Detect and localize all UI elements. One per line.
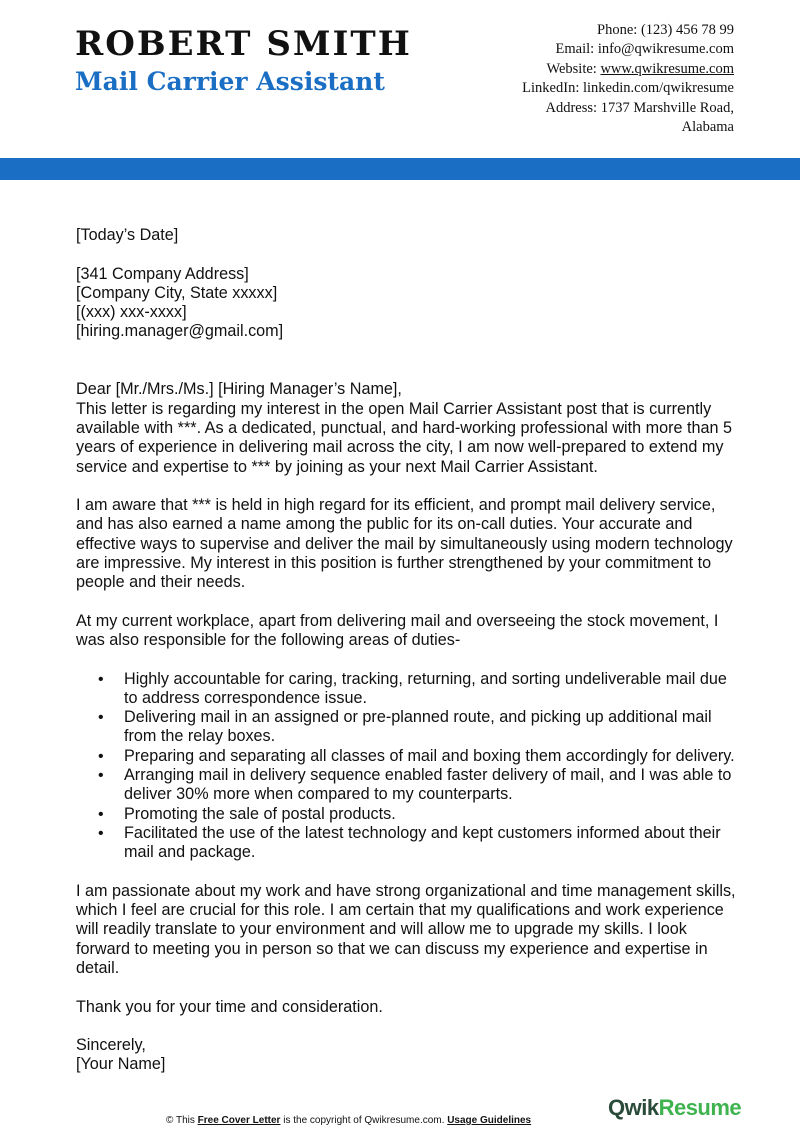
footer <box>0 1117 800 1131</box>
recipient-line: [Company City, State xxxxx] <box>76 283 278 302</box>
recipient-line: [341 Company Address] <box>76 264 249 283</box>
website-link[interactable]: www.qwikresume.com <box>600 60 734 77</box>
free-cover-letter-link[interactable]: Free Cover Letter <box>197 1115 281 1126</box>
recipient-line: [hiring.manager@gmail.com] <box>76 322 284 341</box>
bullet-icon: • <box>98 824 104 842</box>
qwikresume-logo[interactable]: QwikResume <box>608 1095 742 1120</box>
candidate-name: ROBERT SMITH <box>75 24 412 64</box>
paragraph-2: I am aware that *** is held in high regard for its efficient, and prompt mail delivery service, and has also earned a name among the public for its on-call duties. Your accurate and effective ways to supervise and deliver the mail by simultaneously using modern technology are impressive. My interest in this position is further strengthened by your commitment to people and their needs. <box>76 496 733 592</box>
list-item: • Highly accountable for caring, tracking, returning, and sorting undeliverable mail due to address correspondence issue. <box>98 669 727 707</box>
list-item: • Delivering mail in an assigned or pre-planned route, and picking up additional mail from the relay boxes. <box>98 708 712 746</box>
bullet-icon: • <box>98 709 104 727</box>
header-accent-band <box>0 158 800 180</box>
copyright-notice: © This Free Cover Letter is the copyright of Qwikresume.com. Usage Guidelines <box>166 1115 532 1126</box>
paragraph-4: I am passionate about my work and have strong organizational and time management skills, which I feel are crucial for this role. I am certain that my qualifications and work experience will readily translate to your environment and will allow me to upgrade my skills. I look forward to meeting you in person so that we can discuss my experience and expertise in detail. <box>76 881 736 977</box>
bullet-icon: • <box>98 805 104 823</box>
letter-body <box>76 226 736 1075</box>
contact-email: Email: info@qwikresume.com <box>555 41 734 58</box>
contact-address: Address: 1737 Marshville Road, <box>545 99 734 116</box>
recipient-line: [(xxx) xxx-xxxx] <box>76 303 187 322</box>
list-item: • Arranging mail in delivery sequence enabled faster delivery of mail, and I was able to deliver 30% more when compared to my counterparts. <box>98 766 732 804</box>
job-title: Mail Carrier Assistant <box>75 67 385 96</box>
closing: Sincerely, <box>76 1036 146 1055</box>
list-item: • Facilitated the use of the latest technology and kept customers informed about their mail and package. <box>98 823 721 862</box>
contact-block <box>434 21 734 137</box>
thanks-line: Thank you for your time and consideration. <box>76 997 383 1016</box>
duties-list <box>76 670 736 863</box>
bullet-icon: • <box>98 767 104 785</box>
list-item: • Preparing and separating all classes of mail and boxing them accordingly for delivery. <box>98 746 735 765</box>
bullet-icon: • <box>98 670 104 688</box>
signature: [Your Name] <box>76 1055 166 1074</box>
list-item: • Promoting the sale of postal products. <box>98 804 396 823</box>
paragraph-1: This letter is regarding my interest in the open Mail Carrier Assistant post that is currently available with ***. As a dedicated, punctual, and hard-working professional with more than 5 years of experience in delivering mail across the city, I am now well-prepared to extend my service and expertise to *** by joining as your next Mail Carrier Assistant. <box>76 399 732 476</box>
contact-website: Website: www.qwikresume.com <box>546 60 734 77</box>
bullet-icon: • <box>98 747 104 765</box>
contact-linkedin: LinkedIn: linkedin.com/qwikresume <box>522 80 734 97</box>
contact-address-line2: Alabama <box>681 119 734 136</box>
recipient-address <box>76 265 736 342</box>
paragraph-3: At my current workplace, apart from delivering mail and overseeing the stock movement, I was also responsible for the following areas of duties- <box>76 611 719 650</box>
salutation: Dear [Mr./Mrs./Ms.] [Hiring Manager’s Name], <box>76 380 402 399</box>
letter-date: [Today’s Date] <box>76 226 179 244</box>
contact-phone: Phone: (123) 456 78 99 <box>597 22 734 38</box>
usage-guidelines-link[interactable]: Usage Guidelines <box>447 1115 532 1126</box>
